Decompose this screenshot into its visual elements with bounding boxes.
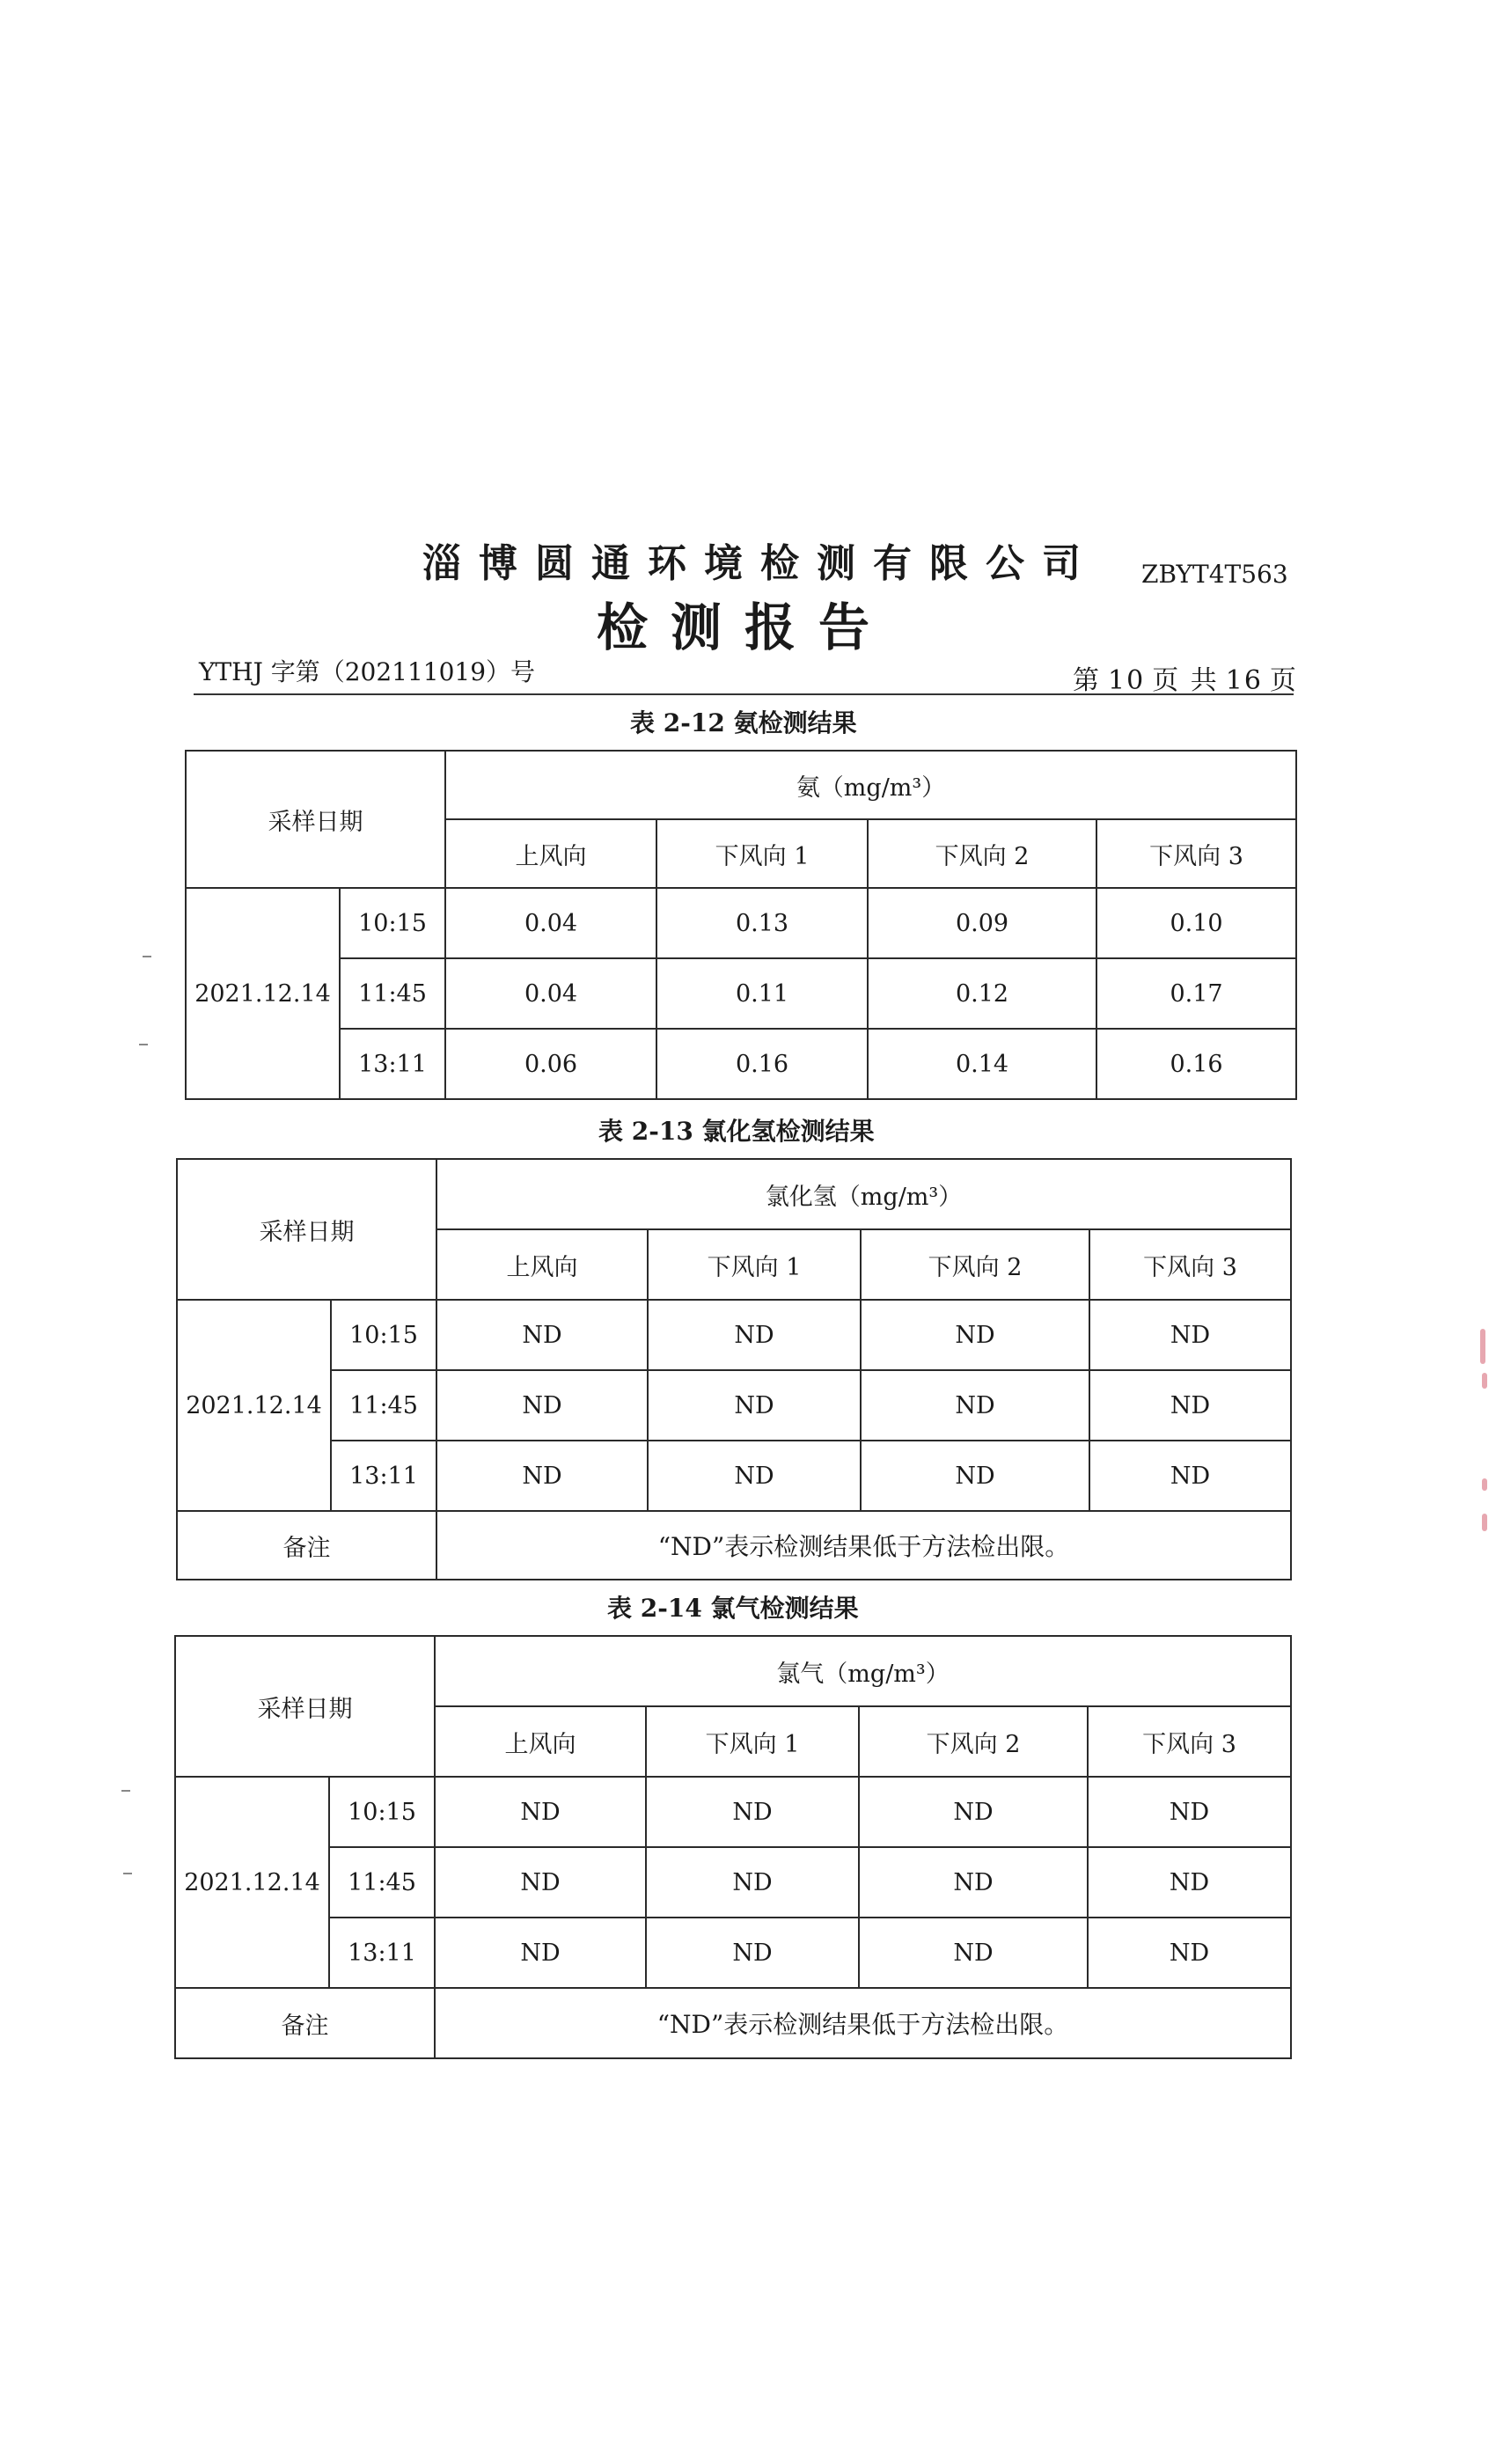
document-code: ZBYT4T563 bbox=[1141, 560, 1288, 589]
value-cell: ND bbox=[861, 1300, 1089, 1370]
table-row bbox=[177, 1300, 1291, 1370]
value-cell: ND bbox=[646, 1777, 859, 1847]
seal-edge-mark bbox=[1482, 1478, 1487, 1491]
report-number: YTHJ 字第（202111019）号 bbox=[199, 657, 536, 686]
chlorine-results-table bbox=[174, 1635, 1292, 2059]
page-current: 10 bbox=[1108, 665, 1146, 696]
value-cell: ND bbox=[859, 1847, 1088, 1918]
value-cell: ND bbox=[648, 1441, 861, 1511]
value-cell: ND bbox=[436, 1300, 648, 1370]
table-row bbox=[177, 1370, 1291, 1441]
value-cell: ND bbox=[1088, 1847, 1291, 1918]
column-header: 下风向 2 bbox=[861, 1229, 1089, 1300]
sample-time: 10:15 bbox=[329, 1777, 435, 1847]
sample-time: 13:11 bbox=[340, 1029, 445, 1099]
sample-time: 13:11 bbox=[329, 1918, 435, 1988]
column-header: 下风向 3 bbox=[1088, 1706, 1291, 1777]
scan-mark bbox=[123, 1873, 132, 1874]
param-header: 氨（mg/m³） bbox=[445, 751, 1296, 819]
value-cell: ND bbox=[646, 1847, 859, 1918]
value-cell: 0.12 bbox=[868, 958, 1096, 1029]
page-total: 16 bbox=[1225, 665, 1263, 696]
table-row bbox=[175, 1918, 1291, 1988]
table-row bbox=[186, 1029, 1296, 1099]
page-mid: 页 共 bbox=[1152, 665, 1219, 696]
table-row bbox=[175, 1777, 1291, 1847]
value-cell: 0.17 bbox=[1096, 958, 1296, 1029]
table-row bbox=[177, 1441, 1291, 1511]
value-cell: ND bbox=[1088, 1777, 1291, 1847]
note-row bbox=[177, 1511, 1291, 1580]
note-row bbox=[175, 1988, 1291, 2058]
value-cell: ND bbox=[435, 1777, 646, 1847]
seal-edge-mark bbox=[1480, 1329, 1485, 1364]
value-cell: 0.10 bbox=[1096, 888, 1296, 958]
date-header: 采样日期 bbox=[186, 751, 445, 888]
value-cell: ND bbox=[648, 1300, 861, 1370]
value-cell: ND bbox=[648, 1370, 861, 1441]
column-header: 上风向 bbox=[445, 819, 656, 888]
sample-date: 2021.12.14 bbox=[177, 1300, 331, 1511]
note-label: 备注 bbox=[175, 1988, 435, 2058]
table-row bbox=[186, 958, 1296, 1029]
value-cell: ND bbox=[435, 1918, 646, 1988]
value-cell: ND bbox=[1089, 1300, 1291, 1370]
report-title: 检测报告 bbox=[597, 598, 893, 657]
table-row bbox=[175, 1847, 1291, 1918]
sample-date: 2021.12.14 bbox=[175, 1777, 329, 1988]
value-cell: ND bbox=[1088, 1918, 1291, 1988]
scan-mark bbox=[121, 1790, 130, 1792]
value-cell: ND bbox=[435, 1847, 646, 1918]
value-cell: ND bbox=[861, 1441, 1089, 1511]
date-header: 采样日期 bbox=[175, 1636, 435, 1777]
column-header: 下风向 2 bbox=[868, 819, 1096, 888]
sample-time: 13:11 bbox=[331, 1441, 436, 1511]
value-cell: 0.09 bbox=[868, 888, 1096, 958]
note-label: 备注 bbox=[177, 1511, 436, 1580]
page-prefix: 第 bbox=[1073, 665, 1101, 696]
column-header: 下风向 1 bbox=[646, 1706, 859, 1777]
page-indicator bbox=[1069, 658, 1302, 697]
value-cell: ND bbox=[859, 1918, 1088, 1988]
seal-edge-mark bbox=[1482, 1514, 1487, 1531]
param-header: 氯气（mg/m³） bbox=[435, 1636, 1291, 1706]
note-text: “ND”表示检测结果低于方法检出限。 bbox=[435, 1988, 1291, 2058]
table-caption: 表 2-14 氯气检测结果 bbox=[607, 1594, 859, 1623]
column-header: 下风向 1 bbox=[648, 1229, 861, 1300]
note-text: “ND”表示检测结果低于方法检出限。 bbox=[436, 1511, 1291, 1580]
table-caption: 表 2-13 氯化氢检测结果 bbox=[598, 1117, 875, 1146]
sample-time: 11:45 bbox=[329, 1847, 435, 1918]
sample-time: 10:15 bbox=[340, 888, 445, 958]
param-header: 氯化氢（mg/m³） bbox=[436, 1159, 1291, 1229]
value-cell: ND bbox=[859, 1777, 1088, 1847]
column-header: 下风向 3 bbox=[1096, 819, 1296, 888]
scan-mark bbox=[139, 1044, 148, 1045]
sample-time: 10:15 bbox=[331, 1300, 436, 1370]
column-header: 下风向 3 bbox=[1089, 1229, 1291, 1300]
value-cell: 0.13 bbox=[656, 888, 868, 958]
value-cell: ND bbox=[861, 1370, 1089, 1441]
company-name: 淄博圆通环境检测有限公司 bbox=[422, 541, 1098, 586]
column-header: 下风向 1 bbox=[656, 819, 868, 888]
page-suffix: 页 bbox=[1269, 665, 1298, 696]
seal-edge-mark bbox=[1482, 1373, 1487, 1389]
value-cell: 0.04 bbox=[445, 888, 656, 958]
column-header: 下风向 2 bbox=[859, 1706, 1088, 1777]
value-cell: 0.14 bbox=[868, 1029, 1096, 1099]
table-caption: 表 2-12 氨检测结果 bbox=[630, 708, 857, 737]
value-cell: ND bbox=[436, 1441, 648, 1511]
value-cell: ND bbox=[646, 1918, 859, 1988]
value-cell: 0.16 bbox=[656, 1029, 868, 1099]
table-row bbox=[186, 888, 1296, 958]
column-header: 上风向 bbox=[435, 1706, 646, 1777]
header-divider bbox=[194, 693, 1294, 695]
sample-time: 11:45 bbox=[331, 1370, 436, 1441]
value-cell: 0.16 bbox=[1096, 1029, 1296, 1099]
column-header: 上风向 bbox=[436, 1229, 648, 1300]
sample-time: 11:45 bbox=[340, 958, 445, 1029]
scan-mark bbox=[143, 956, 151, 957]
date-header: 采样日期 bbox=[177, 1159, 436, 1300]
hydrogen-chloride-results-table bbox=[176, 1158, 1292, 1580]
value-cell: 0.04 bbox=[445, 958, 656, 1029]
sample-date: 2021.12.14 bbox=[186, 888, 340, 1099]
value-cell: 0.11 bbox=[656, 958, 868, 1029]
value-cell: ND bbox=[1089, 1441, 1291, 1511]
value-cell: 0.06 bbox=[445, 1029, 656, 1099]
ammonia-results-table bbox=[185, 750, 1297, 1100]
value-cell: ND bbox=[1089, 1370, 1291, 1441]
value-cell: ND bbox=[436, 1370, 648, 1441]
